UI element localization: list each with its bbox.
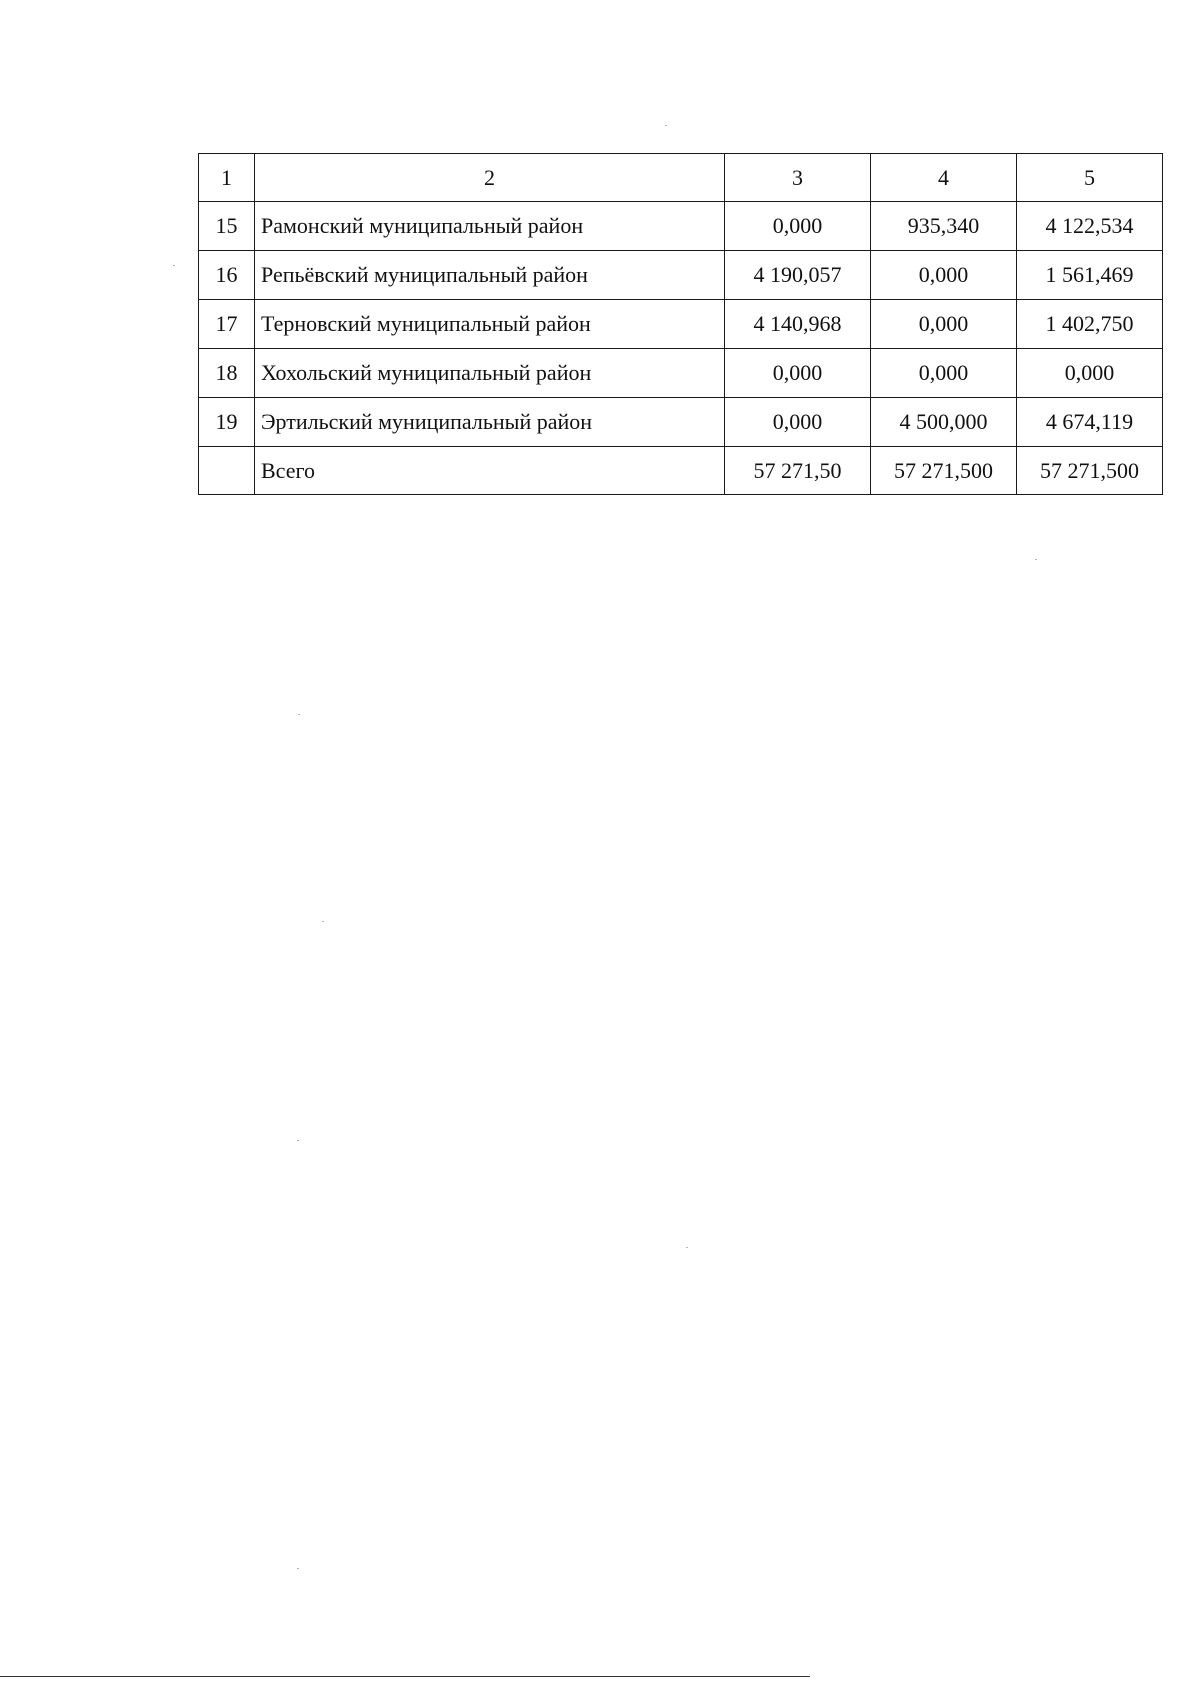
scan-speck	[686, 1247, 688, 1248]
value-col4: 0,000	[871, 251, 1017, 300]
column-number-3: 3	[725, 154, 871, 202]
scan-speck	[1035, 559, 1037, 560]
district-name: Терновский муниципальный район	[255, 300, 725, 349]
total-row	[199, 447, 1163, 495]
row-number	[199, 447, 255, 495]
value-col4: 0,000	[871, 349, 1017, 398]
column-number-5: 5	[1017, 154, 1163, 202]
total-label: Всего	[255, 447, 725, 495]
row-number: 16	[199, 251, 255, 300]
value-col5: 4 122,534	[1017, 202, 1163, 251]
total-col4: 57 271,500	[871, 447, 1017, 495]
value-col3: 4 190,057	[725, 251, 871, 300]
row-number: 19	[199, 398, 255, 447]
column-number-2: 2	[255, 154, 725, 202]
scan-speck	[173, 265, 175, 266]
district-name: Хохольский муниципальный район	[255, 349, 725, 398]
allocation-table	[198, 153, 1163, 495]
value-col5: 0,000	[1017, 349, 1163, 398]
value-col3: 4 140,968	[725, 300, 871, 349]
value-col3: 0,000	[725, 349, 871, 398]
value-col5: 1 402,750	[1017, 300, 1163, 349]
value-col5: 4 674,119	[1017, 398, 1163, 447]
district-name: Рамонский муниципальный район	[255, 202, 725, 251]
value-col3: 0,000	[725, 398, 871, 447]
value-col4: 0,000	[871, 300, 1017, 349]
scan-speck	[665, 125, 667, 126]
value-col3: 0,000	[725, 202, 871, 251]
total-col5: 57 271,500	[1017, 447, 1163, 495]
column-number-1: 1	[199, 154, 255, 202]
row-number: 17	[199, 300, 255, 349]
table-row	[199, 202, 1163, 251]
scan-speck	[297, 1140, 299, 1141]
table-row	[199, 251, 1163, 300]
total-col3: 57 271,50	[725, 447, 871, 495]
column-number-row	[199, 154, 1163, 202]
table-row	[199, 398, 1163, 447]
table-row	[199, 349, 1163, 398]
value-col5: 1 561,469	[1017, 251, 1163, 300]
bottom-rule	[0, 1676, 810, 1677]
scan-speck	[297, 1568, 299, 1569]
value-col4: 935,340	[871, 202, 1017, 251]
row-number: 15	[199, 202, 255, 251]
value-col4: 4 500,000	[871, 398, 1017, 447]
district-name: Эртильский муниципальный район	[255, 398, 725, 447]
district-name: Репьёвский муниципальный район	[255, 251, 725, 300]
scan-speck	[322, 921, 324, 922]
row-number: 18	[199, 349, 255, 398]
scan-speck	[298, 714, 300, 715]
column-number-4: 4	[871, 154, 1017, 202]
table-row	[199, 300, 1163, 349]
